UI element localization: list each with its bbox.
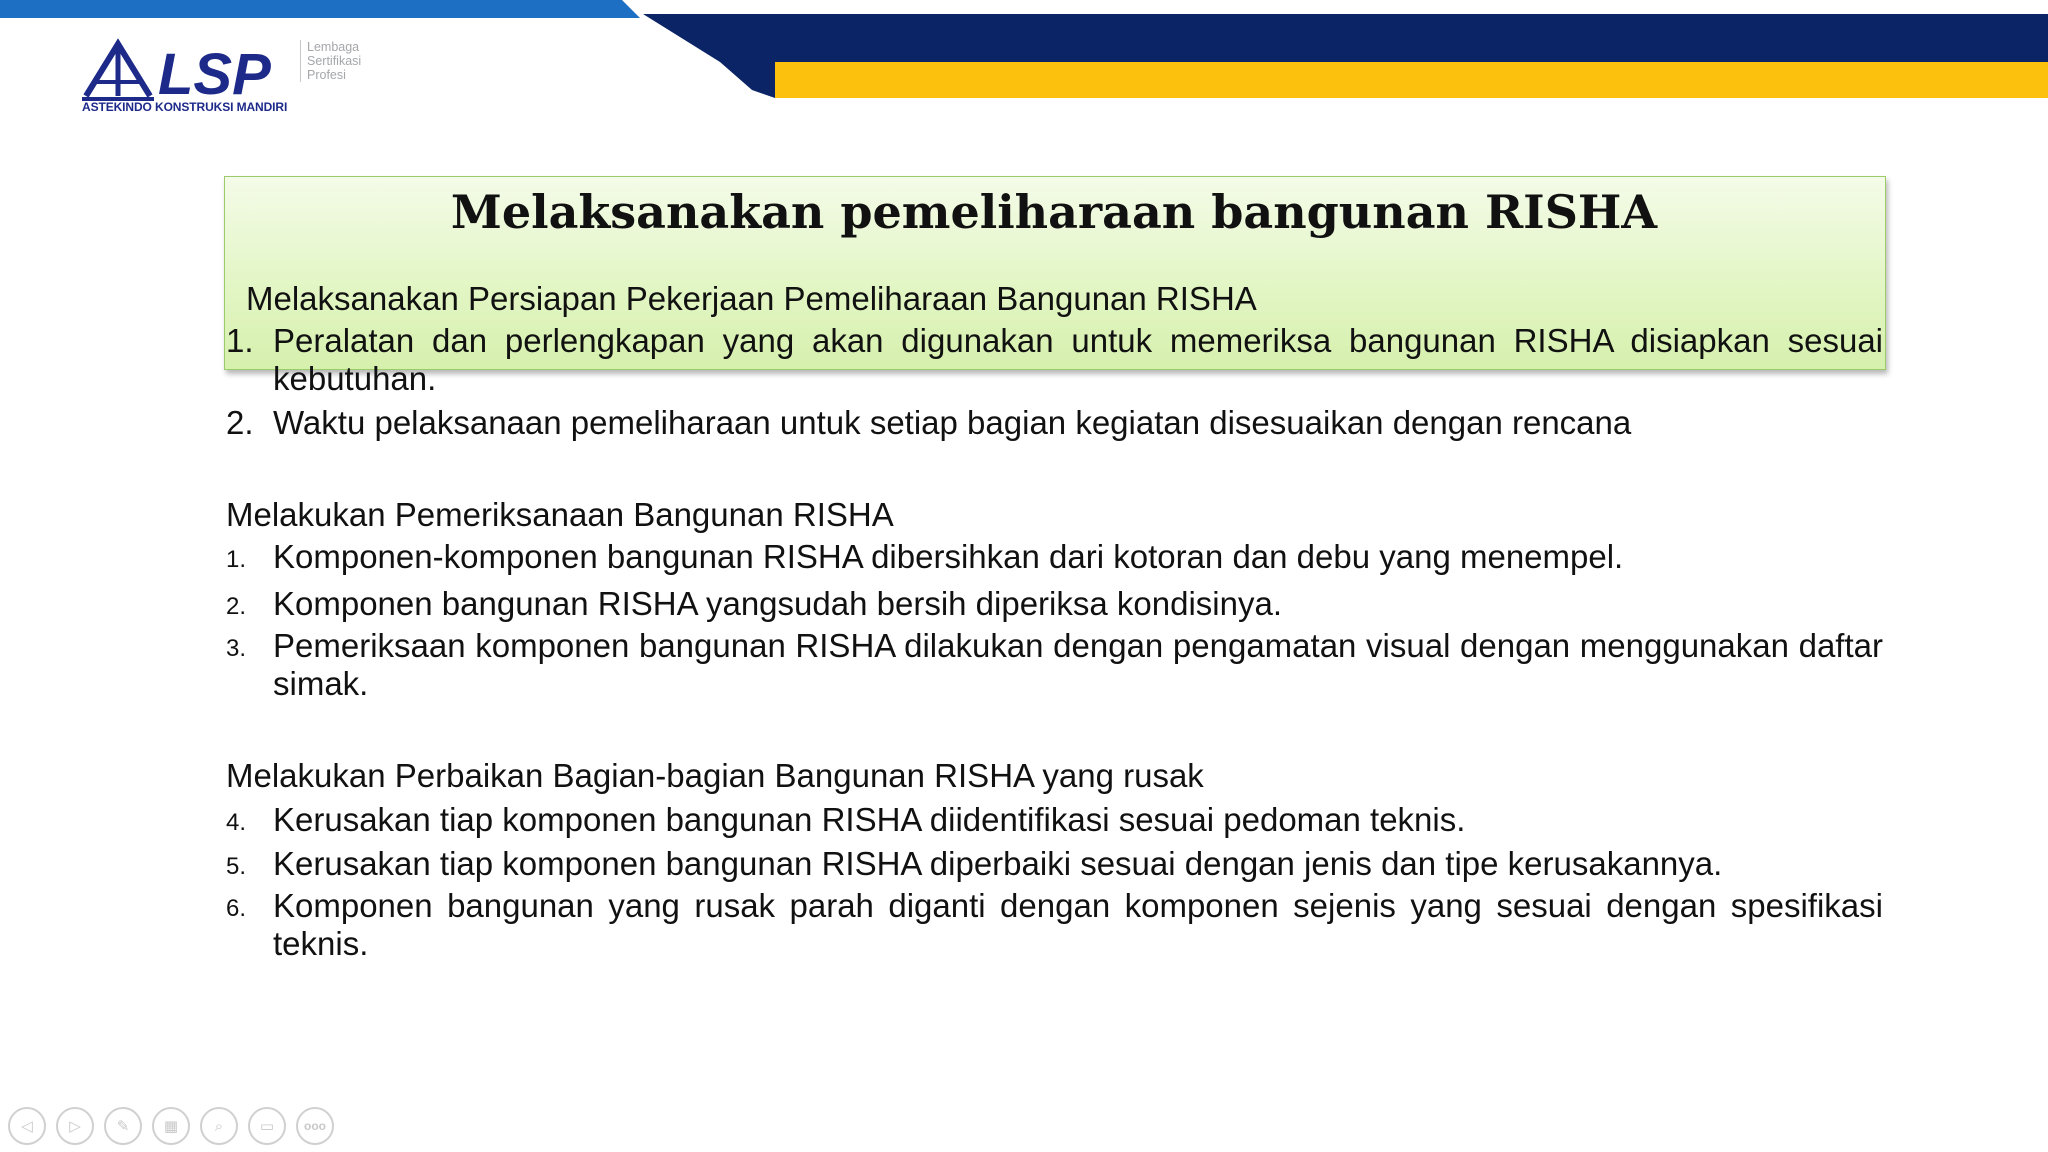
logo-side-text (300, 40, 361, 82)
list-text: Waktu pelaksanaan pemeliharaan untuk setiap bagian kegiatan disesuaikan dengan rencana (273, 404, 1632, 441)
list-text: Peralatan dan perlengkapan yang akan digunakan untuk memeriksa bangunan RISHA disiapkan sesuai kebutuhan. (273, 322, 1883, 397)
list-item (226, 887, 1883, 963)
logo-side-line: Sertifikasi (307, 54, 362, 68)
list-item (226, 585, 1883, 623)
list-text: Pemeriksaan komponen bangunan RISHA dilakukan dengan pengamatan visual dengan menggunakan daftar simak. (273, 627, 1883, 702)
section-heading: Melakukan Pemeriksanaan Bangunan RISHA (226, 496, 894, 533)
pen-icon[interactable]: ✎ (104, 1107, 142, 1145)
list-item (226, 627, 1883, 703)
logo-text: LSP (158, 42, 271, 102)
list-text: Komponen bangunan RISHA yangsudah bersih diperiksa kondisinya. (273, 585, 1282, 622)
slideshow-controls (8, 1107, 334, 1145)
list-number: 5. (226, 853, 247, 880)
slides-overview-icon[interactable]: ▦ (152, 1107, 190, 1145)
list-number: 6. (226, 895, 247, 922)
more-options-icon[interactable]: ooo (296, 1107, 334, 1145)
subtitles-icon[interactable]: ▭ (248, 1107, 286, 1145)
logo-mark-icon (82, 38, 292, 102)
slide-title: Melaksanakan pemeliharaan bangunan RISHA (450, 185, 1658, 239)
list-number: 4. (226, 809, 247, 836)
logo-side-line: Profesi (307, 68, 346, 82)
list-number: 1. (226, 322, 254, 359)
list-number: 2. (226, 404, 254, 441)
list-number: 3. (226, 635, 247, 662)
previous-slide-icon[interactable]: ◁ (8, 1107, 46, 1145)
list-item (226, 538, 1883, 576)
zoom-icon[interactable]: ⌕ (200, 1107, 238, 1145)
list-item (226, 801, 1883, 839)
list-number: 2. (226, 593, 247, 620)
list-item (226, 404, 1883, 442)
list-text: Kerusakan tiap komponen bangunan RISHA diperbaiki sesuai dengan jenis dan tipe kerusakannya. (273, 845, 1723, 882)
logo-side-line: Lembaga (307, 40, 360, 54)
lsp-logo (82, 38, 382, 113)
list-number: 1. (226, 546, 247, 573)
section-heading: Melakukan Perbaikan Bagian-bagian Bangunan RISHA yang rusak (226, 757, 1204, 794)
list-item (226, 322, 1883, 398)
next-slide-icon[interactable]: ▷ (56, 1107, 94, 1145)
logo-org-name: ASTEKINDO KONSTRUKSI MANDIRI (82, 100, 288, 114)
list-text: Komponen bangunan yang rusak parah diganti dengan komponen sejenis yang sesuai dengan spesifikasi teknis. (273, 887, 1883, 962)
section-heading: Melaksanakan Persiapan Pekerjaan Pemeliharaan Bangunan RISHA (246, 280, 1257, 317)
list-text: Kerusakan tiap komponen bangunan RISHA diidentifikasi sesuai pedoman teknis. (273, 801, 1466, 838)
slide-content (226, 276, 1883, 963)
list-text: Komponen-komponen bangunan RISHA dibersihkan dari kotoran dan debu yang menempel. (273, 538, 1624, 575)
list-item (226, 845, 1883, 883)
